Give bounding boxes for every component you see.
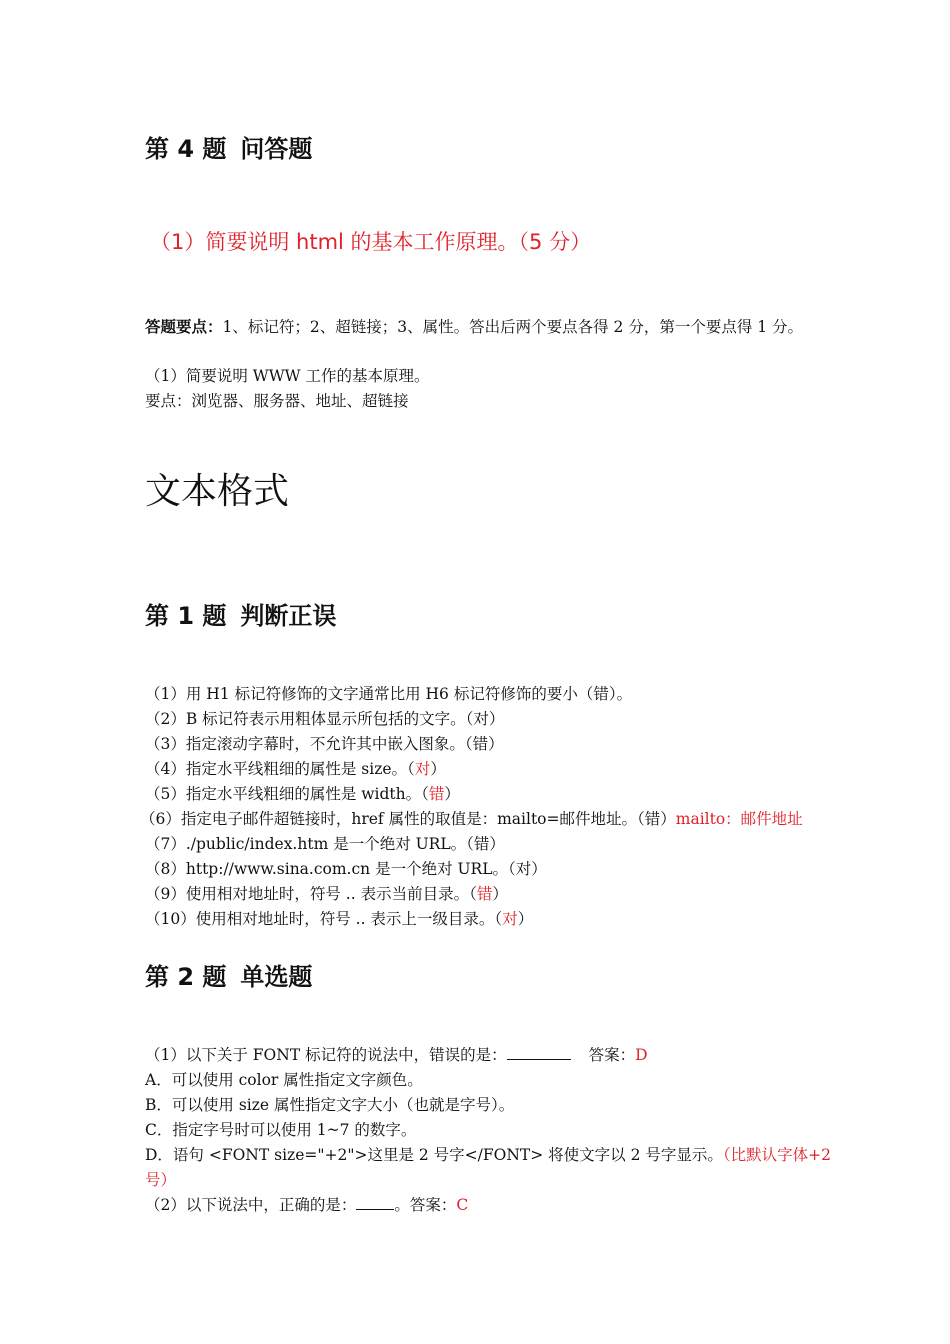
answer-points-text: 1、标记符；2、超链接；3、属性。答出后两个要点各得 2 分，第一个要点得 1 分。 — [222, 318, 804, 336]
option-d-note-continued: 号） — [145, 1171, 177, 1189]
question-1-number: 第 1 题 — [145, 602, 227, 630]
choice-question-text: （2）以下说法中，正确的是： — [145, 1196, 357, 1214]
question-4-sub-question: （1）简要说明 html 的基本工作原理。（5 分） — [150, 230, 592, 254]
judge-item-7 — [145, 832, 505, 857]
question-4-extra-question: （1）简要说明 WWW 工作的基本原理。 — [145, 367, 430, 385]
judge-item-4 — [145, 757, 446, 782]
judge-item-answer: 对 — [502, 910, 518, 928]
judge-item-6 — [140, 807, 803, 832]
judge-item-text: （6）指定电子邮件超链接时，href 属性的取值是：mailto=邮件地址。（错） — [140, 810, 676, 828]
question-4-heading — [145, 134, 312, 164]
judge-item-text: （4）指定水平线粗细的属性是 size。（ — [145, 760, 415, 778]
judge-item-text: （10）使用相对地址时，符号 .. 表示上一级目录。（ — [145, 910, 503, 928]
judge-item-5 — [145, 782, 460, 807]
judge-item-text: （2）B 标记符表示用粗体显示所包括的文字。（对） — [145, 710, 505, 728]
option-d-text: D．语句 <FONT size="+2">这里是 2 号字</FONT> 将使文字以 2 号字显示。 — [145, 1146, 723, 1164]
judge-item-text: （1）用 H1 标记符修饰的文字通常比用 H6 标记符修饰的要小（错）。 — [145, 685, 633, 703]
answer-blank — [507, 1043, 571, 1060]
answer-points-label: 答题要点： — [145, 317, 223, 336]
judge-item-text: （5）指定水平线粗细的属性是 width。（ — [145, 785, 429, 803]
choice-question-2 — [145, 1193, 468, 1218]
option-d-note: （比默认字体+2 — [722, 1146, 831, 1164]
answer-value: C — [456, 1196, 469, 1214]
judge-item-10 — [145, 907, 533, 932]
judge-item-answer: 错 — [428, 785, 445, 803]
answer-blank — [356, 1193, 394, 1210]
question-2-number: 第 2 题 — [145, 963, 227, 991]
answer-value: D — [635, 1046, 648, 1064]
judge-item-1 — [145, 682, 632, 707]
judge-item-text: （7）./public/index.htm 是一个绝对 URL。（错） — [145, 835, 505, 853]
question-1-type: 判断正误 — [240, 602, 337, 630]
option-b: B．可以使用 size 属性指定文字大小（也就是字号）。 — [145, 1096, 515, 1114]
question-2-heading — [145, 962, 312, 992]
judge-item-answer: 对 — [414, 760, 431, 778]
judge-item-text: （8）http://www.sina.com.cn 是一个绝对 URL。（对） — [145, 860, 547, 878]
judge-item-tail: ） — [430, 760, 446, 778]
judge-item-tail: ） — [444, 785, 460, 803]
option-d — [145, 1143, 831, 1168]
question-1-heading — [145, 601, 336, 631]
question-2-type: 单选题 — [240, 963, 313, 991]
option-a: A．可以使用 color 属性指定文字颜色。 — [145, 1071, 423, 1089]
option-c: C．指定字号时可以使用 1~7 的数字。 — [145, 1121, 417, 1139]
judge-item-answer: 错 — [476, 885, 493, 903]
choice-question-text: （1）以下关于 FONT 标记符的说法中，错误的是： — [145, 1046, 507, 1064]
judge-item-3 — [145, 732, 504, 757]
question-4-type: 问答题 — [240, 135, 313, 163]
judge-item-tail: ） — [517, 910, 534, 928]
judge-item-tail: ） — [492, 885, 508, 903]
answer-label: 答案： — [588, 1046, 636, 1064]
choice-question-1 — [145, 1043, 648, 1068]
judge-item-2 — [145, 707, 504, 732]
judge-item-text: （9）使用相对地址时，符号 .. 表示当前目录。（ — [145, 885, 477, 903]
judge-item-text: （3）指定滚动字幕时，不允许其中嵌入图象。（错） — [145, 735, 504, 753]
judge-item-8 — [145, 857, 547, 882]
answer-label: 。答案： — [394, 1196, 457, 1214]
question-4-number: 第 4 题 — [145, 135, 227, 163]
question-4-extra-answer: 要点：浏览器、服务器、地址、超链接 — [145, 392, 409, 410]
chapter-title: 文本格式 — [145, 471, 290, 512]
question-4-answer-points — [145, 314, 803, 340]
judge-item-9 — [145, 882, 508, 907]
judge-item-correction: mailto：邮件地址 — [675, 810, 803, 828]
